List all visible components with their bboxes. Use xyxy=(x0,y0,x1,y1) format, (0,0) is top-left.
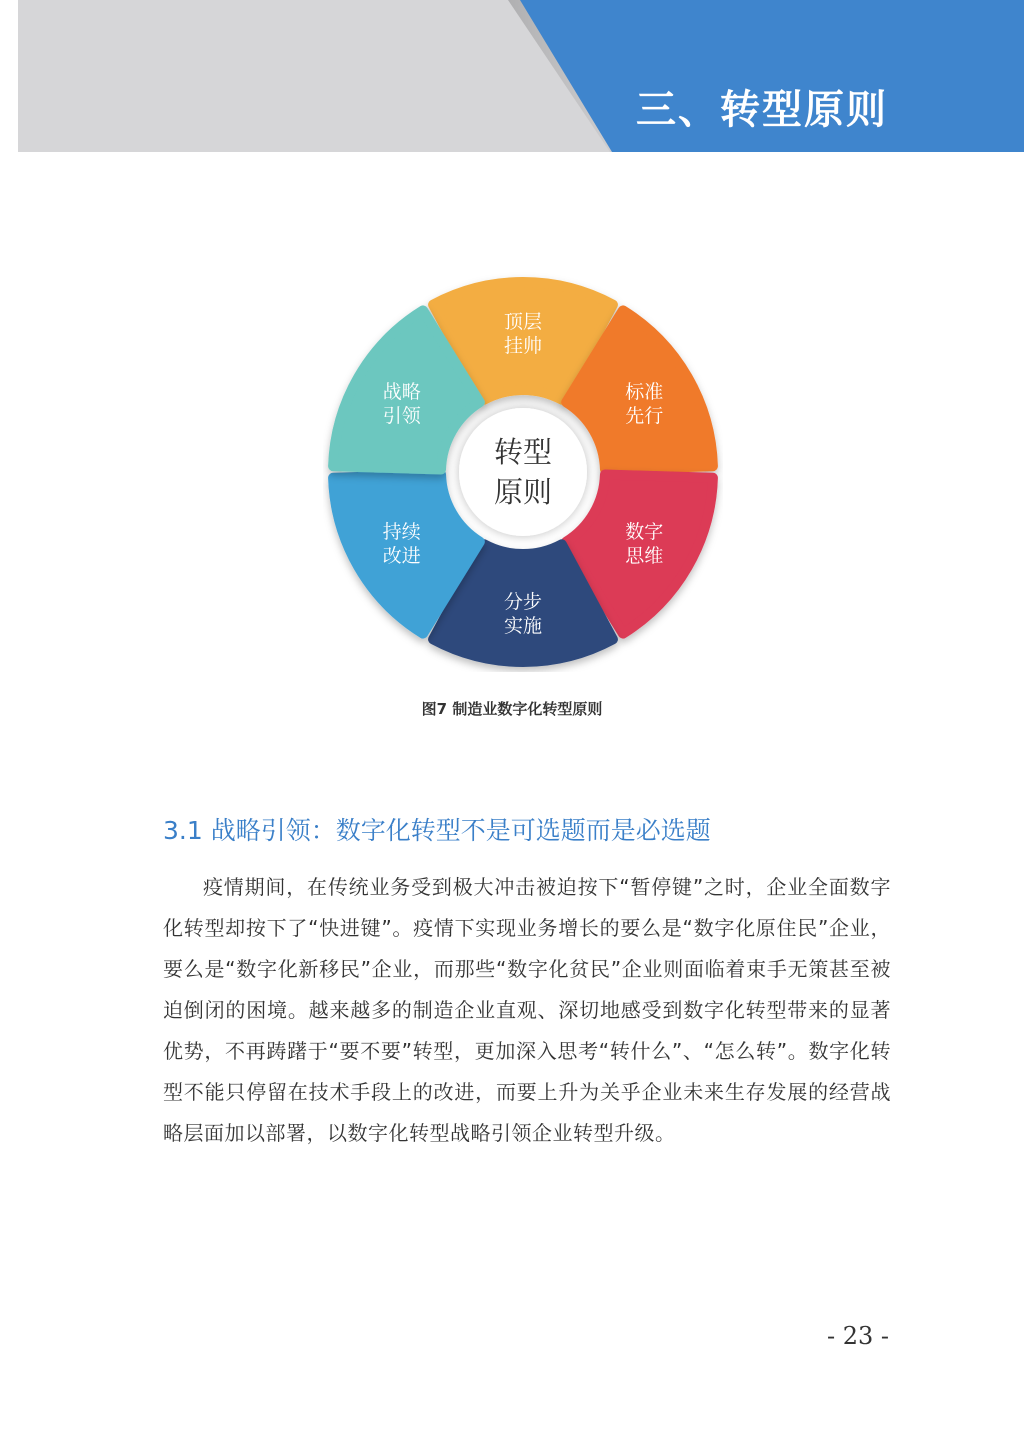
wheel-segment-label: 实施 xyxy=(503,615,543,637)
wheel-segment-label: 持续 xyxy=(382,521,421,543)
wheel-segment-label: 先行 xyxy=(625,405,664,427)
principles-wheel-diagram xyxy=(323,272,723,672)
center-label-line-1: 转型 xyxy=(493,435,553,469)
wheel-segment-label: 战略 xyxy=(382,381,421,403)
body-paragraph: 疫情期间，在传统业务受到极大冲击被迫按下“暂停键”之时，企业全面数字化转型却按下了“快进键”。疫情下实现业务增长的要么是“数字化原住民”企业，要么是“数字化新移民”企业，而那些“数字化贫民”企业则面临着束手无策甚至被迫倒闭的困境。越来越多的制造企业直观、深切地感受到数字化转型带来的显著优势，不再踌躇于“要不要”转型，更加深入思考“转什么”、“怎么转”。数字化转型不能只停留在技术手段上的改进，而要上升为关乎企业未来生存发展的经营战略层面加以部署，以数字化转型战略引领企业转型升级。 xyxy=(163,875,891,1145)
section-heading: 3.1 战略引领：数字化转型不是可选题而是必选题 xyxy=(163,816,711,845)
center-label-line-2: 原则 xyxy=(493,475,553,509)
wheel-segment-label: 引领 xyxy=(382,405,421,427)
figure-caption: 图7 制造业数字化转型原则 xyxy=(421,700,603,718)
chapter-title: 三、转型原则 xyxy=(636,86,888,133)
wheel-segment-label: 改进 xyxy=(382,545,421,567)
wheel-segment-label: 顶层 xyxy=(503,311,543,333)
center-circle xyxy=(459,408,587,536)
wheel-segment-label: 挂帅 xyxy=(503,335,543,357)
wheel-segment-label: 分步 xyxy=(503,591,543,613)
wheel-segment-label: 数字 xyxy=(625,521,664,543)
wheel-segment-label: 思维 xyxy=(625,545,664,567)
chapter-banner xyxy=(0,0,1024,160)
wheel-segment-label: 标准 xyxy=(625,381,664,403)
page-number: - 23 - xyxy=(826,1322,889,1350)
